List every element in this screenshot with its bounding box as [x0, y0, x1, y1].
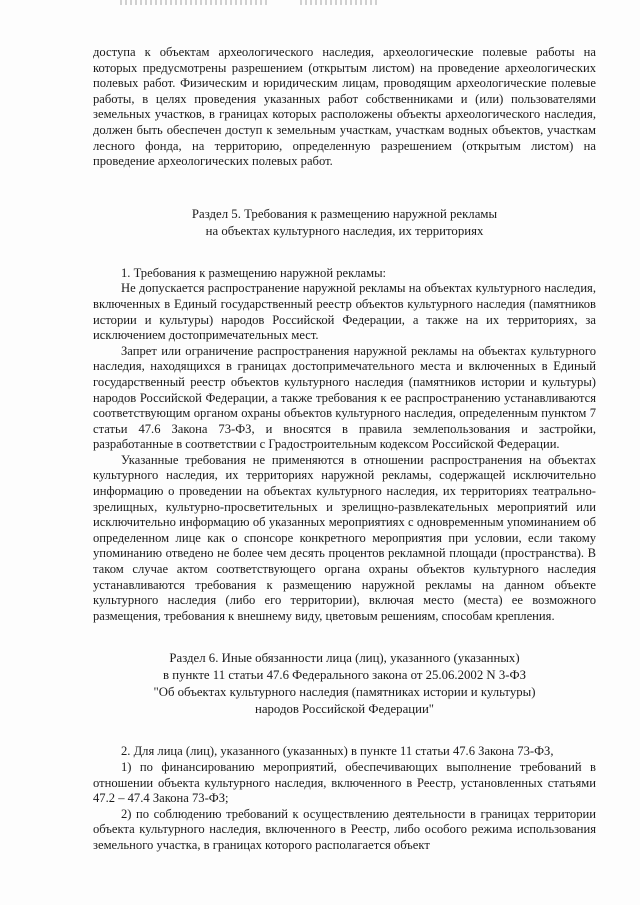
section-6-heading-line3: "Об объектах культурного наследия (памятниках истории и культуры)	[153, 685, 536, 700]
section-6-paragraph-1: 1) по финансированию мероприятий, обеспечивающих выполнение требований в отношении объекта культурного наследия, включенного в Реестр, установленных статьями 47.2 – 47.4 Закона 73-ФЗ;	[93, 760, 596, 806]
section-5-heading	[93, 206, 596, 240]
paragraph-top: доступа к объектам археологического наследия, археологические полевые работы на которых предусмотрены разрешением (открытым листом) на проведение археологических полевых работ. Физическим и юридическим лицам, проводящим археологические полевые работы, в целях проведения указанных работ собственниками и (или) пользователями земельных участков, в границах которых расположены объекты археологического наследия, должен быть обеспечен доступ к земельным участкам, участкам водных объектов, участкам лесного фонда, на территорию, определенную разрешением (открытым листом) на проведение археологических полевых работ.	[93, 45, 596, 169]
section-5-heading-line1: Раздел 5. Требования к размещению наружной рекламы	[191, 206, 498, 221]
section-6-heading-line4: народов Российской Федерации"	[254, 702, 435, 717]
section-5-heading-line2: на объектах культурного наследия, их территориях	[205, 223, 484, 238]
section-6-paragraph-2: 2) по соблюдению требований к осуществлению деятельности в границах территории объекта культурного наследия, включенного в Реестр, либо особого режима использования земельного участка, в границах которого располагается объект	[93, 806, 596, 852]
section-6-heading-line2: в пункте 11 статьи 47.6 Федерального закона от 25.06.2002 N 3-ФЗ	[162, 668, 527, 683]
scan-artifact	[300, 0, 380, 5]
item-1-title: 1. Требования к размещению наружной рекламы:	[121, 265, 387, 280]
item-2-title: 2. Для лица (лиц), указанного (указанных) в пункте 11 статьи 47.6 Закона 73-ФЗ,	[121, 744, 554, 759]
section-5-paragraph-1: Не допускается распространение наружной рекламы на объектах культурного наследия, включенных в Единый государственный реестр объектов культурного наследия (памятников истории и культуры) народов Российской Федерации, а также на их территориях, за исключением достопримечательных мест.	[93, 281, 596, 343]
scan-artifact	[120, 0, 270, 5]
section-5-paragraph-3: Указанные требования не применяются в отношении распространения на объектах культурного наследия, их территориях наружной рекламы, содержащей исключительно информацию о проведении на объектах культурного наследия, их территориях театрально-зрелищных, культурно-просветительных и зрелищно-развлекательных мероприятий или исключительно информацию об указанных мероприятиях с одновременным упоминанием об определенном лице как о спонсоре конкретного мероприятия при условии, если такому упоминанию отведено не более чем десять процентов рекламной площади (пространства). В таком случае актом соответствующего органа охраны объектов культурного наследия устанавливаются требования к размещению наружной рекламы на данном объекте культурного наследия (либо его территории), включая место (места) ее возможного размещения, требования к внешнему виду, цветовым решениям, способам крепления.	[93, 452, 596, 623]
document-body	[93, 45, 596, 854]
section-6-heading	[93, 650, 596, 718]
section-5-paragraph-2: Запрет или ограничение распространения наружной рекламы на объектах культурного наследия, находящихся в границах достопримечательного места и включенных в Единый государственный реестр объектов культурного наследия (памятников истории и культуры) народов Российской Федерации, а также требования к ее распространению устанавливаются соответствующим органом охраны объектов культурного наследия, определенным пунктом 7 статьи 47.6 Закона 73-ФЗ, и вносятся в правила землепользования и застройки, разработанные в соответствии с Градостроительным кодексом Российской Федерации.	[93, 343, 596, 452]
section-6-heading-line1: Раздел 6. Иные обязанности лица (лиц), указанного (указанных)	[169, 651, 520, 666]
